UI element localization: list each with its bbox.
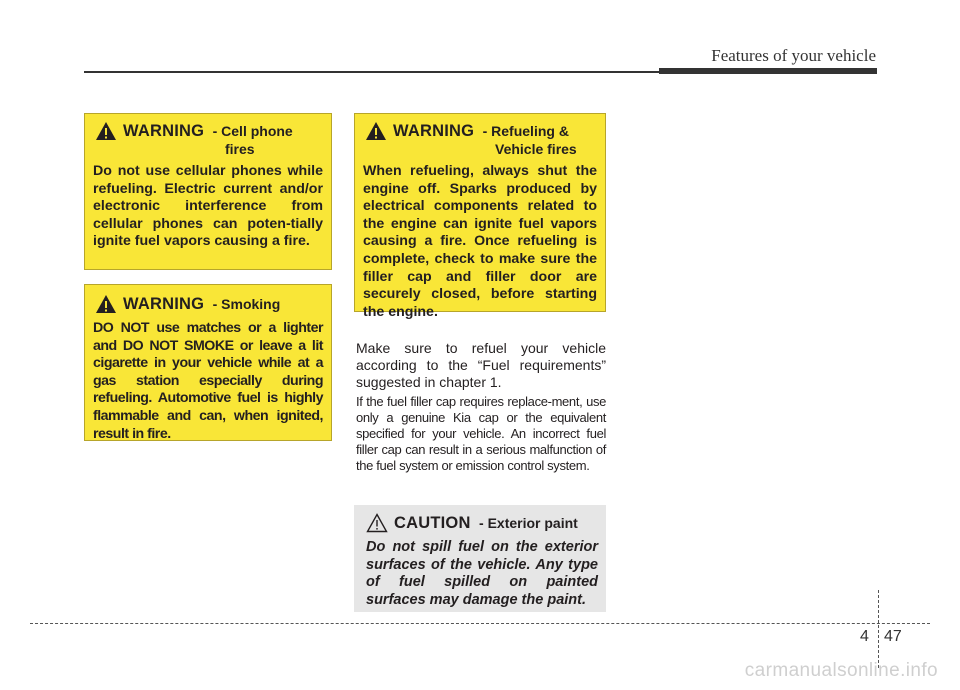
page-number: 47 [884, 628, 902, 645]
header-title: Features of your vehicle [711, 46, 876, 65]
warning-body: DO NOT use matches or a lighter and DO NOT SMOKE or leave a lit cigarette in your vehicle while at a gas station especially during refueling. Automotive fuel is highly flammable and can, when ignited, result in fire. [93, 320, 323, 442]
chapter-number: 4 [860, 628, 869, 645]
warning-box-smoking [84, 284, 332, 441]
warning-subtitle: - Refueling & [482, 123, 569, 139]
header-rule-accent [659, 68, 877, 74]
paragraph-refuel-requirements: Make sure to refuel your vehicle according to the “Fuel requirements” suggested in chapter 1. [356, 340, 606, 390]
caution-icon [366, 513, 388, 533]
warning-word: WARNING [123, 122, 205, 140]
caution-word: CAUTION [394, 514, 471, 532]
warning-subtitle-cont: fires [225, 141, 255, 157]
watermark: carmanualsonline.info [744, 660, 938, 681]
paragraph-filler-cap: If the fuel filler cap requires replace-ment, use only a genuine Kia cap or the equivalent specified for your vehicle. An incorrect fuel filler cap can result in a serious malfunction of the fuel system or emission control system. [356, 394, 606, 473]
warning-body: Do not use cellular phones while refueling. Electric current and/or electronic interference from cellular phones can poten-tially ignite fuel vapors causing a fire. [93, 163, 323, 250]
warning-word: WARNING [393, 122, 475, 140]
warning-body: When refueling, always shut the engine off. Sparks produced by electrical components related to the engine can ignite fuel vapors causing a fire. Once refueling is complete, check to make sure the filler cap and filler door are securely closed, before starting the engine. [363, 163, 597, 320]
footer-divider [878, 590, 879, 668]
warning-box-cell-phone [84, 113, 332, 270]
warning-subtitle: - Cell phone [212, 123, 293, 139]
footer-rule [30, 623, 930, 624]
warning-subtitle: - Smoking [212, 296, 281, 312]
caution-subtitle: - Exterior paint [479, 515, 578, 531]
warning-subtitle-cont: Vehicle fires [495, 141, 577, 157]
caution-body: Do not spill fuel on the exterior surfaces of the vehicle. Any type of fuel spilled on painted surfaces may damage the paint. [366, 539, 598, 608]
warning-icon [95, 294, 117, 314]
warning-icon [95, 121, 117, 141]
warning-icon [365, 121, 387, 141]
warning-box-refueling [354, 113, 606, 320]
warning-word: WARNING [123, 295, 205, 313]
caution-box-exterior-paint [354, 505, 606, 612]
header-rule [84, 71, 660, 73]
